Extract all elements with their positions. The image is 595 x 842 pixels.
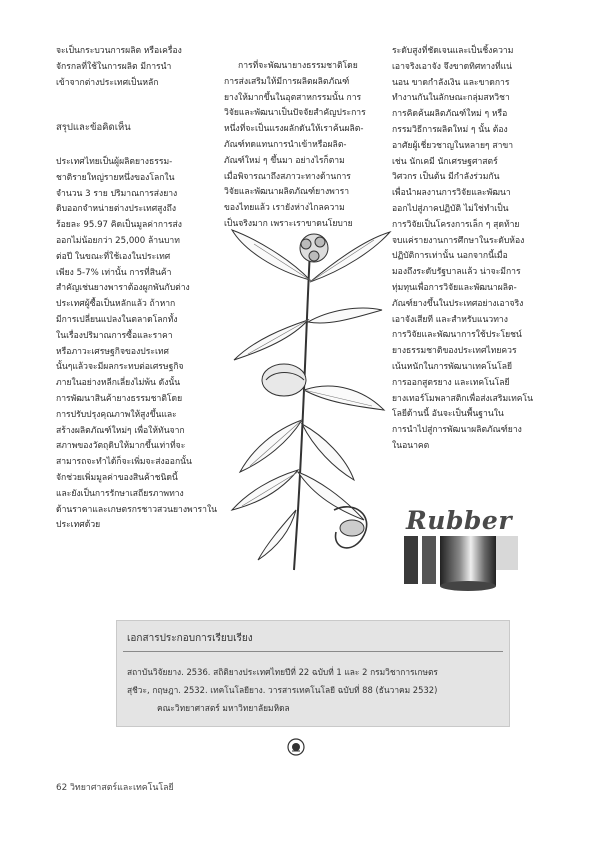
text-line: ภัณฑ์ใหม่ ๆ ขึ้นมา อย่างไรก็ตาม [224, 155, 345, 166]
text-line: จะเป็นกระบวนการผลิต หรือเครื่อง [56, 46, 182, 56]
text-line: วิจัยและพัฒนาเป็นปัจจัยสำคัญประการ [224, 108, 366, 119]
text-line: หนึ่งที่จะเป็นแรงผลักดันให้เราค้นผลิต- [224, 124, 364, 135]
text-line: ในเรื่องปริมาณการซื้อและราคา [56, 330, 173, 341]
text-line: การออกสูตรยาง และเทคโนโลยี [392, 377, 510, 388]
text-line: วิศวกร เป็นต้น มีกำลังร่วมกัน [392, 172, 500, 183]
text-line: อาศัยผู้เชี่ยวชาญในหลายๆ สาขา [392, 140, 514, 151]
text-line: เช่น นักเคมี นักเศรษฐศาสตร์ [392, 156, 498, 167]
text-line: การวิจัยและพัฒนาการใช้ประโยชน์ [392, 330, 522, 341]
text-line: เข้าจากต่างประเทศเป็นหลัก [56, 77, 159, 88]
text-line: ทำงานกันในลักษณะกลุ่มสหวิชา [392, 93, 510, 104]
text-line: ในอนาคต [392, 440, 430, 451]
text-line: ต่อปี ในขณะที่ใช้เองในประเทศ [56, 251, 171, 262]
text-line: ด้านราคาและเกษตรกรชาวสวนยางพาราใน [56, 504, 218, 515]
text-line: ภายในอย่างหลีกเลี่ยงไม่พ้น ดังนั้น [56, 378, 181, 389]
text-line: เป็นจริงมาก เพราะเราขาดนโยบาย [224, 218, 353, 229]
text-line: การปรับปรุงคุณภาพให้สูงขึ้นและ [56, 409, 177, 420]
text-line: เพื่อนำผลงานการวิจัยและพัฒนา [392, 188, 511, 199]
text-line: ออกไม่น้อยกว่า 25,000 ล้านบาท [56, 235, 180, 246]
reference-divider [123, 651, 503, 652]
section-heading: สรุปและข้อคิดเห็น [56, 122, 131, 133]
text-line: ประเทศไทยเป็นผู้ผลิตยางธรรม- [56, 157, 173, 167]
text-line: ภัณฑ์ยางขึ้นในประเทศอย่างเอาจริง [392, 298, 524, 309]
text-line: จักช่วยเพิ่มมูลค่าของสินค้าชนิดนี้ [56, 472, 178, 483]
text-line: โลยีด้านนี้ อันจะเป็นพื้นฐานใน [392, 409, 504, 420]
reference-title: เอกสารประกอบการเรียบเรียง [127, 633, 253, 644]
reference-line: คณะวิทยาศาสตร์ มหาวิทยาลัยมหิดล [157, 703, 290, 713]
text-line: สภาพของวัตถุดิบให้มากขึ้นเท่าที่จะ [56, 441, 186, 452]
text-line: มองถึงระดับรัฐบาลแล้ว น่าจะมีการ [392, 267, 521, 278]
text-line: วิจัยและพัฒนาผลิตภัณฑ์ยางพารา [224, 187, 350, 198]
text-line: การพัฒนาสินค้ายางธรรมชาติโดย [56, 393, 183, 404]
text-line: การนำไปสู่การพัฒนาผลิตภัณฑ์ยาง [392, 425, 522, 436]
text-line: ภัณฑ์ทดแทนการนำเข้าหรือผลิต- [224, 139, 347, 150]
text-line: ดิบออกจำหน่ายต่างประเทศสูงถึง [56, 204, 177, 215]
column-1-body [56, 155, 218, 534]
reference-line: สุชีวะ, กฤษฎา. 2532. เทคโนโลยียาง. วารสารเทคโนโลยี ฉบับที่ 88 (ธันวาคม 2532) [127, 685, 438, 695]
text-line: เพียง 5-7% เท่านั้น การที่สินค้า [56, 267, 172, 278]
text-line: ระดับสูงที่ชัดเจนและเป็นชิ้งความ [392, 46, 514, 56]
text-line: ยางให้มากขึ้นในอุตสาหกรรมนั้น การ [224, 92, 362, 103]
column-3 [392, 44, 552, 455]
column-2 [224, 59, 384, 233]
rubber-logo-text: Rubber [406, 506, 512, 535]
text-line: จบแค่รายงานการศึกษาในระดับห้อง [392, 235, 525, 246]
text-line: ประเทศด้วย [56, 520, 101, 531]
page-footer: 62 วิทยาศาสตร์และเทคโนโลยี [56, 783, 174, 793]
text-line: ทุ่มทุนเพื่อการวิจัยและพัฒนาผลิต- [392, 282, 517, 293]
text-line: ประเทศผู้ซื้อเป็นหลักแล้ว ถ้าหาก [56, 299, 176, 310]
text-line: การที่จะพัฒนายางธรรมชาติโดย [238, 61, 358, 71]
text-line: ร้อยละ 95.97 คิดเป็นมูลค่าการส่ง [56, 220, 182, 231]
text-line: สร้างผลิตภัณฑ์ใหม่ๆ เพื่อให้ทันจาก [56, 425, 185, 436]
text-line: สามารถจะทำได้ก็จะเพิ่มจะส่งออกนั้น [56, 457, 192, 468]
text-line: นอน ขาดกำลังเงิน และขาดการ [392, 77, 510, 88]
text-line: เมื่อพิจารณาถึงสภาวะทางด้านการ [224, 171, 351, 182]
text-line: หรือภาวะเศรษฐกิจของประเทศ [56, 346, 170, 357]
text-line: ชาติรายใหญ่รายหนึ่งของโลกใน [56, 172, 175, 183]
reference-box [116, 620, 510, 727]
text-line: และยังเป็นการรักษาเสถียรภาพทาง [56, 488, 184, 499]
text-line: มีการเปลี่ยนแปลงในตลาดโลกทั้ง [56, 314, 178, 325]
text-line: ยางธรรมชาติของประเทศไทยควร [392, 346, 517, 357]
text-line: เน้นหนักในการพัฒนาเทคโนโลยี [392, 361, 513, 372]
text-line: เอาจริงเอาจัง จึงขาดทิศทางที่แน่ [392, 61, 513, 72]
text-line: นั้นๆแล้วจะมีผลกระทบต่อเศรษฐกิจ [56, 362, 184, 373]
rubber-plant-illustration [214, 210, 400, 582]
text-line: จักรกลที่ใช้ในการผลิต มีการนำ [56, 61, 172, 72]
text-line: ปฏิบัติการเท่านั้น นอกจากนี้เมื่อ [392, 251, 508, 262]
text-line: การส่งเสริมให้มีการผลิตผลิตภัณฑ์ [224, 76, 350, 87]
text-line: ออกไปสู่ภาคปฏิบัติ ไม่ใช่ทำเป็น [392, 203, 509, 214]
reference-line: สถาบันวิจัยยาง. 2536. สถิติยางประเทศไทยปีที่ 22 ฉบับที่ 1 และ 2 กรมวิชาการเกษตร [127, 667, 438, 677]
text-line: จำนวน 3 ราย ปริมาณการส่งยาง [56, 188, 178, 199]
text-line: ของไทยแล้ว เรายังห่างไกลความ [224, 203, 345, 214]
text-line: การคิดค้นผลิตภัณฑ์ใหม่ ๆ หรือ [392, 109, 508, 120]
text-line: ยางเทอร์โมพลาสติกเพื่อส่งเสริมเทคโน [392, 393, 534, 404]
text-line: การวิจัยเป็นโครงการเล็ก ๆ สุดท้าย [392, 219, 520, 230]
text-line: สำคัญเช่นยางพาราต้องผูกพันกับต่าง [56, 283, 190, 294]
emblem-icon [287, 738, 305, 756]
text-line: กรรมวิธีการผลิตใหม่ ๆ นั้น ต้อง [392, 124, 508, 135]
text-line: เอาจังเสียที และสำหรับแนวทาง [392, 314, 508, 325]
column-1-top [56, 44, 216, 91]
